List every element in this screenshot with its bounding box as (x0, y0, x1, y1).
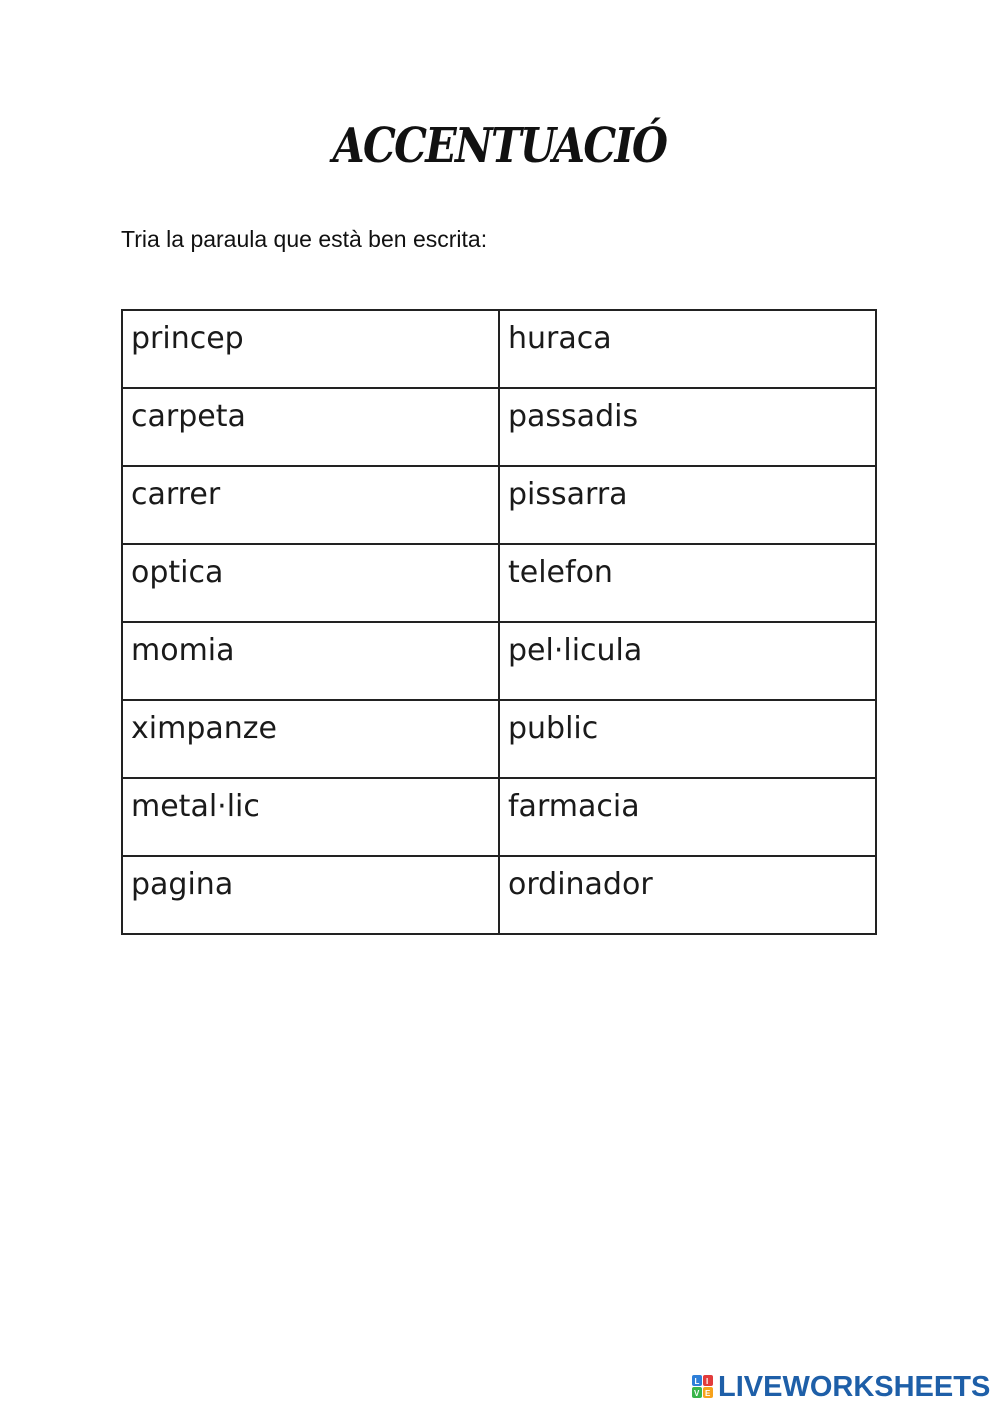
word-option: ximpanze (131, 711, 277, 746)
word-option: pagina (131, 867, 234, 902)
svg-text:L: L (694, 1377, 700, 1386)
word-option: farmacia (508, 789, 640, 824)
word-cell[interactable] (499, 544, 876, 622)
word-cell[interactable] (499, 466, 876, 544)
word-cell[interactable] (499, 856, 876, 934)
word-table (121, 309, 877, 935)
word-cell[interactable] (499, 622, 876, 700)
word-option: passadis (508, 399, 639, 434)
word-cell[interactable] (122, 388, 499, 466)
word-cell[interactable] (499, 700, 876, 778)
table-row (122, 622, 876, 700)
word-option: huraca (508, 321, 612, 356)
word-option: princep (131, 321, 244, 356)
word-option: carpeta (131, 399, 246, 434)
word-cell[interactable] (122, 622, 499, 700)
liveworksheets-logo-icon (692, 1375, 714, 1399)
word-cell[interactable] (499, 310, 876, 388)
svg-text:E: E (705, 1389, 711, 1398)
word-option: ordinador (508, 867, 653, 902)
table-row (122, 700, 876, 778)
table-row (122, 310, 876, 388)
liveworksheets-brand[interactable] (692, 1372, 990, 1402)
table-row (122, 856, 876, 934)
word-cell[interactable] (122, 466, 499, 544)
word-option: carrer (131, 477, 221, 512)
word-option: telefon (508, 555, 613, 590)
word-cell[interactable] (499, 388, 876, 466)
word-cell[interactable] (499, 778, 876, 856)
word-option: momia (131, 633, 235, 668)
table-row (122, 388, 876, 466)
table-row (122, 544, 876, 622)
word-cell[interactable] (122, 700, 499, 778)
word-option: pel·licula (508, 633, 643, 668)
word-cell[interactable] (122, 310, 499, 388)
page-title: ACCENTUACIÓ (332, 118, 667, 174)
word-option: pissarra (508, 477, 628, 512)
word-cell[interactable] (122, 778, 499, 856)
instruction-text: Tria la paraula que està ben escrita: (121, 226, 488, 252)
svg-text:I: I (706, 1377, 709, 1386)
word-option: public (508, 711, 599, 746)
word-cell[interactable] (122, 856, 499, 934)
word-option: optica (131, 555, 224, 590)
word-option: metal·lic (131, 789, 260, 824)
svg-text:V: V (694, 1389, 700, 1398)
table-row (122, 778, 876, 856)
word-cell[interactable] (122, 544, 499, 622)
table-row (122, 466, 876, 544)
brand-name: LIVEWORKSHEETS (718, 1370, 991, 1403)
